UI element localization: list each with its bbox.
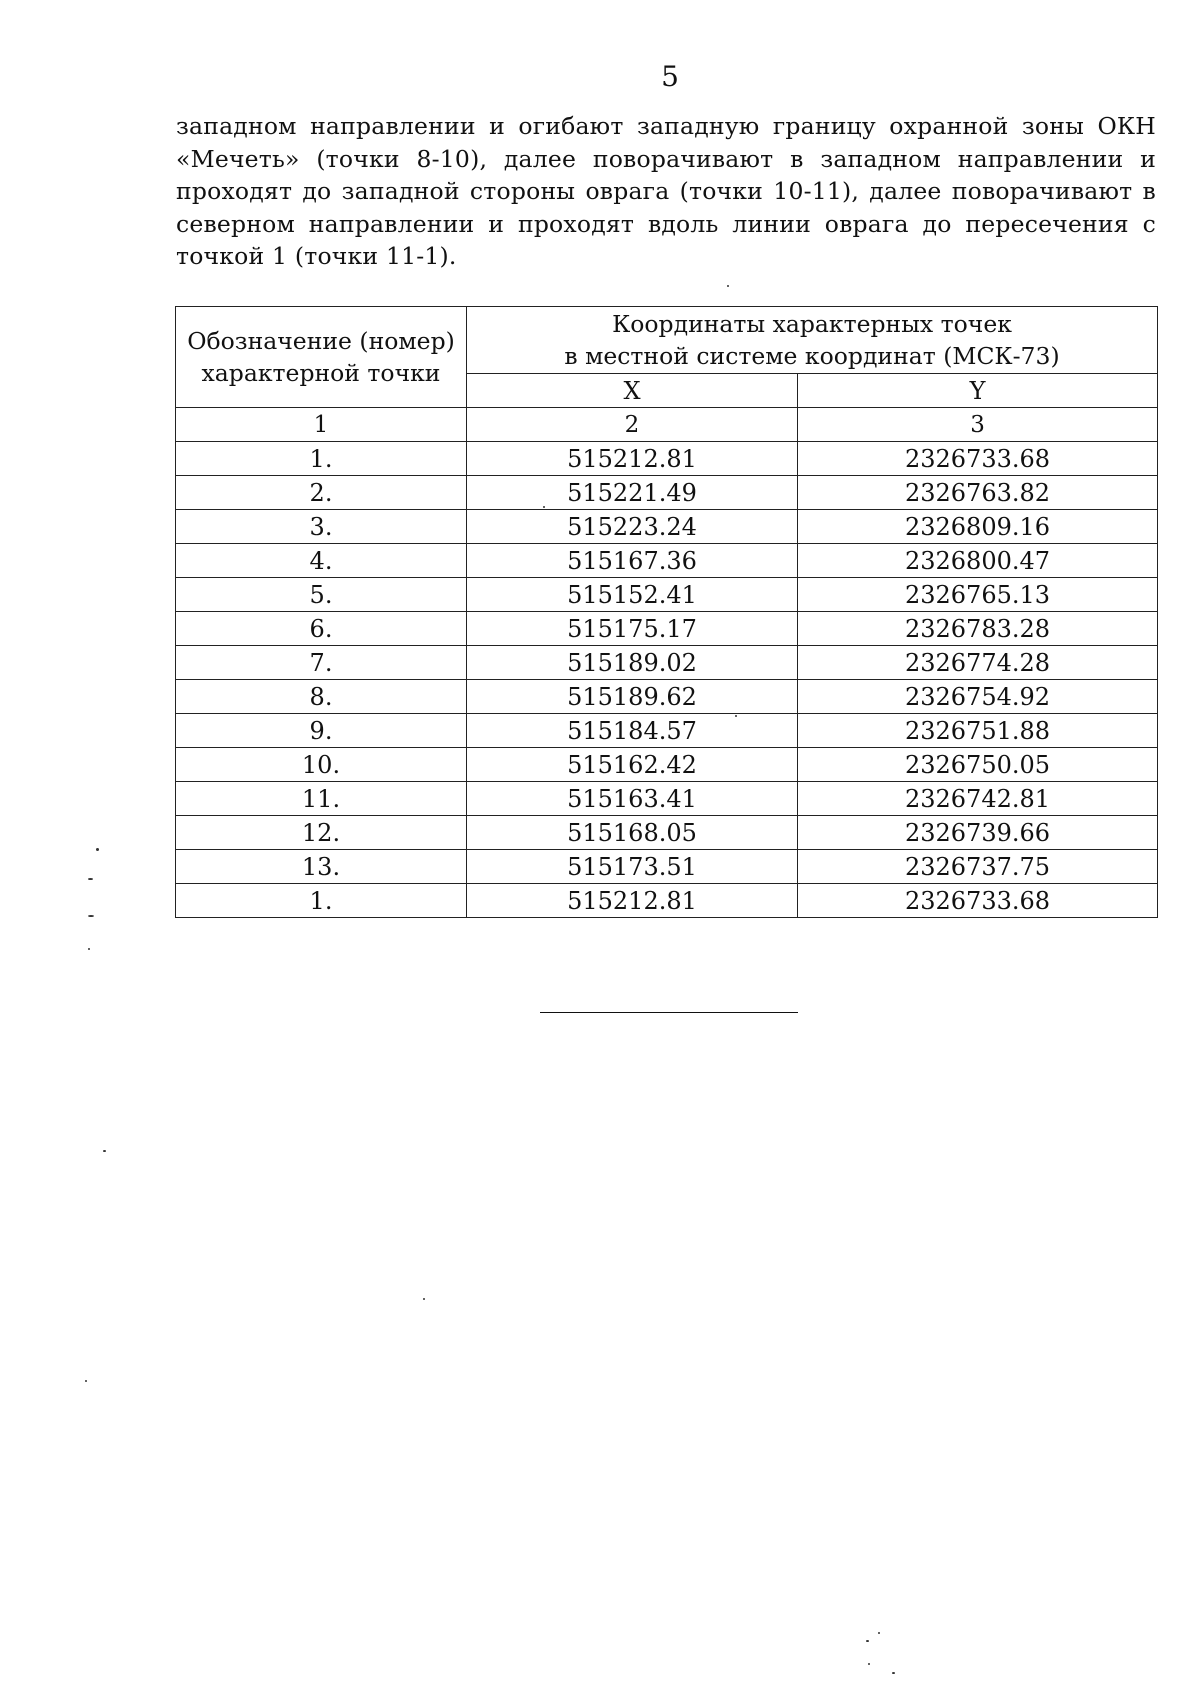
y-coordinate-cell: 2326739.66 — [798, 816, 1158, 850]
point-cell: 1. — [176, 884, 467, 918]
scan-speck — [88, 948, 90, 950]
point-cell: 4. — [176, 544, 467, 578]
scan-speck — [727, 285, 729, 287]
x-coordinate-cell: 515189.62 — [467, 680, 798, 714]
table-row — [176, 544, 1158, 578]
point-cell: 13. — [176, 850, 467, 884]
point-cell: 12. — [176, 816, 467, 850]
header-y: Y — [798, 374, 1158, 408]
column-number: 2 — [467, 408, 798, 442]
scan-speck — [868, 1663, 870, 1665]
scan-speck — [103, 1150, 106, 1152]
y-coordinate-cell: 2326765.13 — [798, 578, 1158, 612]
table-row — [176, 714, 1158, 748]
table-row — [176, 884, 1158, 918]
scan-speck — [85, 1380, 87, 1382]
x-coordinate-cell: 515167.36 — [467, 544, 798, 578]
y-coordinate-cell: 2326809.16 — [798, 510, 1158, 544]
column-number: 3 — [798, 408, 1158, 442]
x-coordinate-cell: 515189.02 — [467, 646, 798, 680]
x-coordinate-cell: 515212.81 — [467, 884, 798, 918]
y-coordinate-cell: 2326800.47 — [798, 544, 1158, 578]
x-coordinate-cell: 515184.57 — [467, 714, 798, 748]
x-coordinate-cell: 515223.24 — [467, 510, 798, 544]
point-cell: 7. — [176, 646, 467, 680]
table-row — [176, 782, 1158, 816]
point-cell: 10. — [176, 748, 467, 782]
point-cell: 8. — [176, 680, 467, 714]
y-coordinate-cell: 2326737.75 — [798, 850, 1158, 884]
table-row — [176, 578, 1158, 612]
y-coordinate-cell: 2326742.81 — [798, 782, 1158, 816]
y-coordinate-cell: 2326733.68 — [798, 442, 1158, 476]
table-header-row — [176, 307, 1158, 374]
table-row — [176, 612, 1158, 646]
scan-speck — [543, 506, 545, 508]
closing-rule — [540, 1012, 798, 1013]
y-coordinate-cell: 2326750.05 — [798, 748, 1158, 782]
point-cell: 2. — [176, 476, 467, 510]
point-cell: 11. — [176, 782, 467, 816]
table-row — [176, 646, 1158, 680]
y-coordinate-cell: 2326774.28 — [798, 646, 1158, 680]
point-cell: 1. — [176, 442, 467, 476]
column-number: 1 — [176, 408, 467, 442]
header-point-designation: Обозначение (номер) характерной точки — [176, 307, 467, 408]
scan-speck — [866, 1640, 869, 1642]
table-row — [176, 816, 1158, 850]
header-coordinates-line2: в местной системе координат (МСК-73) — [564, 342, 1060, 370]
x-coordinate-cell: 515163.41 — [467, 782, 798, 816]
x-coordinate-cell: 515175.17 — [467, 612, 798, 646]
scan-speck — [735, 715, 737, 717]
y-coordinate-cell: 2326733.68 — [798, 884, 1158, 918]
y-coordinate-cell: 2326763.82 — [798, 476, 1158, 510]
scan-speck — [88, 915, 94, 917]
header-coordinates-line1: Координаты характерных точек — [612, 310, 1012, 338]
x-coordinate-cell: 515152.41 — [467, 578, 798, 612]
scan-speck — [878, 1632, 880, 1634]
x-coordinate-cell: 515168.05 — [467, 816, 798, 850]
y-coordinate-cell: 2326754.92 — [798, 680, 1158, 714]
table-row — [176, 476, 1158, 510]
scan-speck — [96, 848, 99, 851]
table-row — [176, 680, 1158, 714]
point-cell: 9. — [176, 714, 467, 748]
scan-speck — [423, 1298, 425, 1300]
table-row — [176, 748, 1158, 782]
header-coordinates — [467, 307, 1158, 374]
y-coordinate-cell: 2326751.88 — [798, 714, 1158, 748]
header-x: X — [467, 374, 798, 408]
x-coordinate-cell: 515173.51 — [467, 850, 798, 884]
scan-speck — [892, 1672, 895, 1674]
point-cell: 5. — [176, 578, 467, 612]
table-row — [176, 510, 1158, 544]
table-row — [176, 850, 1158, 884]
coordinates-table — [175, 306, 1158, 918]
table-row — [176, 442, 1158, 476]
x-coordinate-cell: 515221.49 — [467, 476, 798, 510]
column-number-row — [176, 408, 1158, 442]
point-cell: 6. — [176, 612, 467, 646]
x-coordinate-cell: 515162.42 — [467, 748, 798, 782]
point-cell: 3. — [176, 510, 467, 544]
page-number: 5 — [661, 60, 679, 93]
body-paragraph: западном направлении и огибают западную границу охранной зоны ОКН «Мечеть» (точки 8-10), далее поворачивают в западном направлении и проходят до западной стороны оврага (точки 10-11), далее поворачивают в северном направлении и проходят вдоль линии оврага до пересечения с точкой 1 (точки 11-1). — [176, 112, 1156, 271]
y-coordinate-cell: 2326783.28 — [798, 612, 1158, 646]
x-coordinate-cell: 515212.81 — [467, 442, 798, 476]
scan-speck — [88, 878, 93, 880]
